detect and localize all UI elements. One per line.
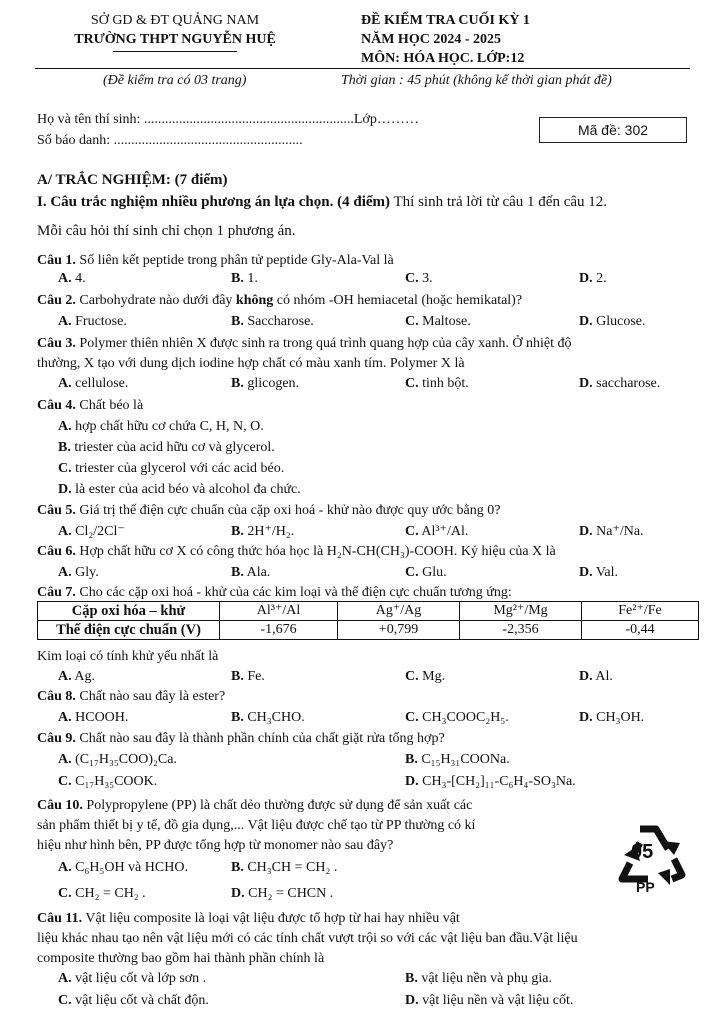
- q3-option-b[interactable]: B. glicogen.: [231, 376, 300, 391]
- part1-title-bold: I. Câu trắc nghiệm nhiều phương án lựa chọn. (4 điểm): [37, 194, 391, 210]
- school-underline: [113, 51, 237, 52]
- table-cell: Ag⁺/Ag: [338, 602, 460, 621]
- q1-option-b[interactable]: B. 1.: [231, 271, 258, 286]
- q6-option-d[interactable]: D. Val.: [579, 565, 619, 580]
- q2-option-b[interactable]: B. Saccharose.: [231, 314, 314, 329]
- q5-option-a[interactable]: A. Cl₂/2Cl⁻: [58, 524, 125, 539]
- q1-option-d[interactable]: D. 2.: [579, 271, 607, 286]
- exam-code-box: [539, 117, 687, 143]
- exam-code: Mã đề: 302: [577, 122, 649, 138]
- question-11-line3: composite thường bao gồm hai thành phần chính là: [37, 951, 325, 966]
- q10-option-d[interactable]: D. CH₂ = CHCN .: [231, 886, 334, 901]
- q2-option-d[interactable]: D. Glucose.: [579, 314, 646, 329]
- question-6: Câu 6. Hợp chất hữu cơ X có công thức hóa học là H₂N-CH(CH₃)-COOH. Ký hiệu của X là: [37, 544, 556, 559]
- q11-option-b[interactable]: B. vật liệu nền và phụ gia.: [405, 971, 552, 986]
- q2-option-a[interactable]: A. Fructose.: [58, 314, 127, 329]
- pages-note: (Đề kiểm tra có 03 trang): [103, 73, 247, 88]
- q11-option-d[interactable]: D. vật liệu nền và vật liệu cốt.: [405, 993, 574, 1008]
- q4-option-b[interactable]: B. triester của acid hữu cơ và glycerol.: [58, 440, 275, 455]
- table-header-potential: Thế điện cực chuẩn (V): [38, 621, 220, 640]
- school-name: TRƯỜNG THPT NGUYỄN HUỆ: [74, 32, 276, 47]
- subject-grade: MÔN: HÓA HỌC. LỚP:12: [361, 51, 525, 66]
- q8-option-b[interactable]: B. CH₃CHO.: [231, 710, 305, 725]
- question-11: Câu 11. Vật liệu composite là loại vật liệu được tổ hợp từ hai hay nhiều vật: [37, 911, 460, 926]
- question-2: Câu 2. Carbohydrate nào dưới đây không có nhóm -OH hemiacetal (hoặc hemikatal)?: [37, 293, 523, 308]
- question-9: Câu 9. Chất nào sau đây là thành phần chính của chất giặt rửa tổng hợp?: [37, 731, 445, 746]
- q8-option-a[interactable]: A. HCOOH.: [58, 710, 129, 725]
- section-a-title: A/ TRẮC NGHIỆM: (7 điểm): [37, 172, 228, 188]
- q6-option-c[interactable]: C. Glu.: [405, 565, 447, 580]
- student-name-line[interactable]: Họ và tên thí sinh: ............................................................Lớp………: [37, 112, 419, 127]
- q6-option-b[interactable]: B. Ala.: [231, 565, 271, 580]
- exam-time: Thời gian : 45 phút (không kể thời gian phát đề): [341, 73, 612, 88]
- table-cell: -2,356: [460, 621, 582, 640]
- q1-label: Câu 1.: [37, 253, 76, 268]
- question-3-line2: thường, X tạo với dung dịch iodine hợp chất có màu xanh tím. Polymer X là: [37, 356, 465, 371]
- table-cell: +0,799: [338, 621, 460, 640]
- q7-option-a[interactable]: A. Ag.: [58, 669, 95, 684]
- q6-option-a[interactable]: A. Gly.: [58, 565, 99, 580]
- question-11-line2: liệu khác nhau tạo nên vật liệu mới có các tính chất vượt trội so với các vật liệu ban đầu.Vật liệu: [37, 931, 578, 946]
- student-id-line[interactable]: Số báo danh: ......................................................: [37, 133, 303, 148]
- recycle-label: PP: [636, 879, 655, 895]
- q11-option-c[interactable]: C. vật liệu cốt và chất độn.: [58, 993, 209, 1008]
- question-5: Câu 5. Giá trị thế điện cực chuẩn của cặp oxi hoá - khử nào được quy ước bằng 0?: [37, 503, 501, 518]
- table-header-pair: Cặp oxi hóa – khử: [38, 602, 220, 621]
- q10-option-a[interactable]: A. C₆H₅OH và HCHO.: [58, 860, 188, 875]
- q8-option-c[interactable]: C. CH₃COOC₂H₅.: [405, 710, 509, 725]
- header-rule: [35, 68, 690, 69]
- q7-option-d[interactable]: D. Al.: [579, 669, 613, 684]
- table-row: [38, 621, 699, 640]
- part1-title: [37, 194, 607, 211]
- table-cell: Fe²⁺/Fe: [582, 602, 699, 621]
- recycle-number: 05: [631, 841, 654, 863]
- question-3: Câu 3. Polymer thiên nhiên X được sinh ra trong quá trình quang hợp của cây xanh. Ở nhiệt độ: [37, 336, 572, 351]
- q10-option-b[interactable]: B. CH₃CH = CH₂ .: [231, 860, 338, 875]
- q9-option-a[interactable]: A. (C₁₇H₃₅COO)₂Ca.: [58, 752, 177, 767]
- q3-option-a[interactable]: A. cellulose.: [58, 376, 129, 391]
- potential-table: [37, 601, 699, 640]
- q11-option-a[interactable]: A. vật liệu cốt và lớp sơn .: [58, 971, 207, 986]
- recycle-pp-icon: [596, 817, 700, 901]
- question-10-line2: sản phẩm thiết bị y tế, đồ gia dụng,... Vật liệu được chế tạo từ PP thường có kí: [37, 818, 476, 833]
- department-name: SỞ GD & ĐT QUẢNG NAM: [90, 13, 260, 28]
- question-4: Câu 4. Chất béo là: [37, 398, 144, 413]
- q5-option-c[interactable]: C. Al³⁺/Al.: [405, 524, 469, 539]
- q8-option-d[interactable]: D. CH₃OH.: [579, 710, 645, 725]
- table-cell: -0,44: [582, 621, 699, 640]
- q3-option-d[interactable]: D. saccharose.: [579, 376, 661, 391]
- q4-option-c[interactable]: C. triester của glycerol với các acid béo.: [58, 461, 285, 476]
- table-cell: Al³⁺/Al: [220, 602, 338, 621]
- question-1: [37, 252, 394, 269]
- q1-text: Số liên kết peptide trong phân tử peptide Gly-Ala-Val là: [75, 253, 394, 268]
- q4-option-d[interactable]: D. là ester của acid béo và alcohol đa chức.: [58, 482, 301, 497]
- exam-title: ĐỀ KIỂM TRA CUỐI KỲ 1: [361, 13, 530, 28]
- q5-option-b[interactable]: B. 2H⁺/H₂.: [231, 524, 295, 539]
- q9-option-b[interactable]: B. C₁₅H₃₁COONa.: [405, 752, 510, 767]
- q2-option-c[interactable]: C. Maltose.: [405, 314, 471, 329]
- part1-instruction: Mỗi câu hỏi thí sinh chỉ chọn 1 phương án.: [37, 223, 296, 239]
- q9-option-d[interactable]: D. CH₃-[CH₂]₁₁-C₆H₄-SO₃Na.: [405, 774, 576, 789]
- q1-option-a[interactable]: A. 4.: [58, 271, 86, 286]
- q9-option-c[interactable]: C. C₁₇H₃₅COOK.: [58, 774, 158, 789]
- q3-option-c[interactable]: C. tinh bột.: [405, 376, 469, 391]
- part1-title-rest: Thí sinh trả lời từ câu 1 đến câu 12.: [390, 194, 608, 210]
- q1-option-c[interactable]: C. 3.: [405, 271, 433, 286]
- q5-option-d[interactable]: D. Na⁺/Na.: [579, 524, 644, 539]
- school-year: NĂM HỌC 2024 - 2025: [361, 32, 501, 47]
- table-cell: -1,676: [220, 621, 338, 640]
- question-8: Câu 8. Chất nào sau đây là ester?: [37, 689, 226, 704]
- question-7: Câu 7. Cho các cặp oxi hoá - khử của các kim loại và thế điện cực chuẩn tương ứng:: [37, 585, 512, 600]
- question-7-after: Kim loại có tính khử yếu nhất là: [37, 649, 219, 664]
- table-row: [38, 602, 699, 621]
- q10-option-c[interactable]: C. CH₂ = CH₂ .: [58, 886, 146, 901]
- question-10: Câu 10. Polypropylene (PP) là chất dẻo thường được sử dụng để sản xuất các: [37, 798, 473, 813]
- q7-option-b[interactable]: B. Fe.: [231, 669, 265, 684]
- question-10-line3: hiệu như hình bên, PP được tổng hợp từ monomer nào sau đây?: [37, 838, 394, 853]
- q4-option-a[interactable]: A. hợp chất hữu cơ chứa C, H, N, O.: [58, 419, 264, 434]
- q7-option-c[interactable]: C. Mg.: [405, 669, 446, 684]
- table-cell: Mg²⁺/Mg: [460, 602, 582, 621]
